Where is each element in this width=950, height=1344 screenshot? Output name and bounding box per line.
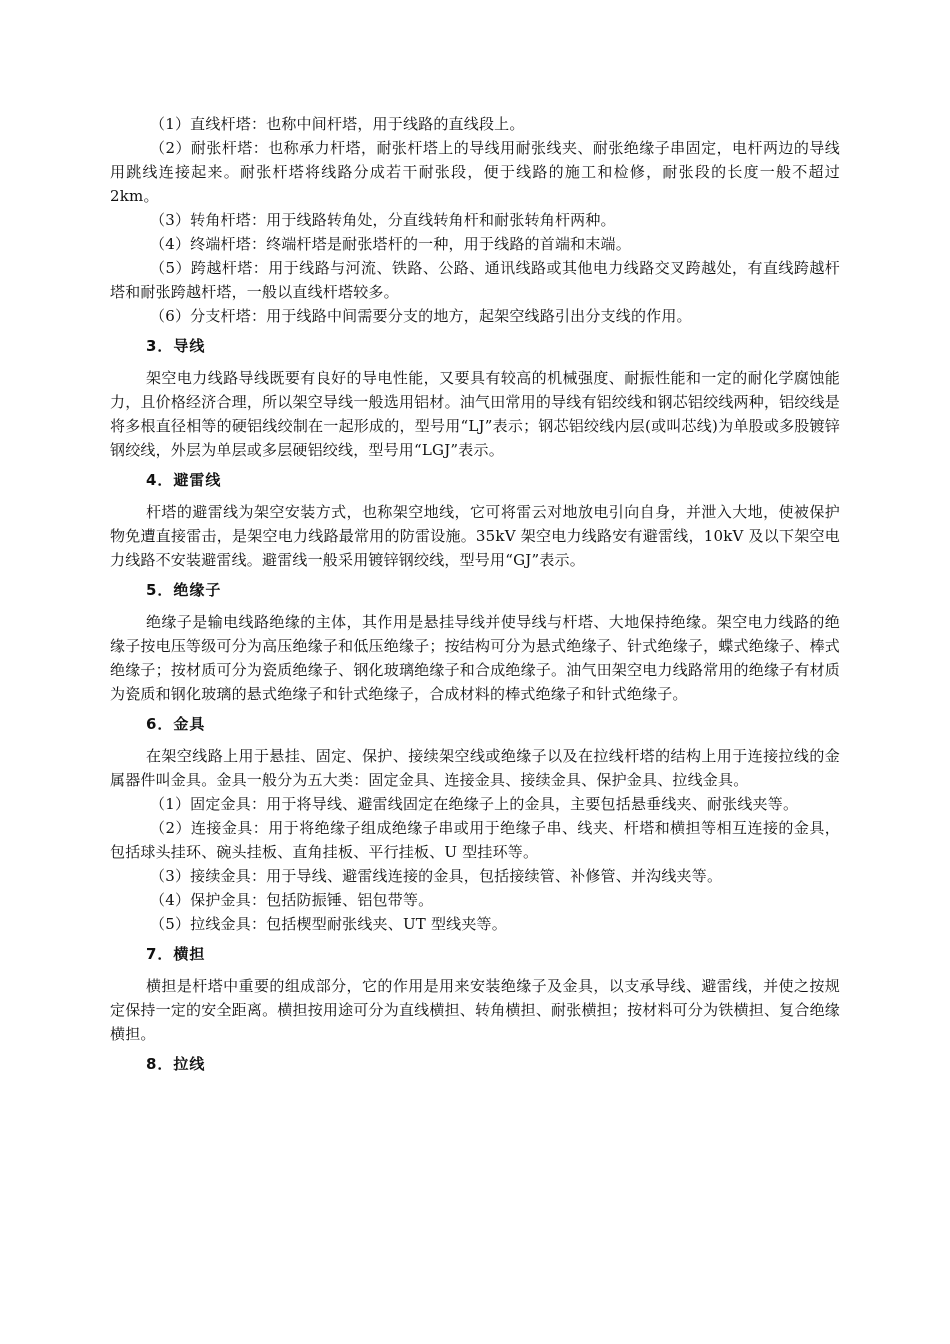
list-item: （2）耐张杆塔：也称承力杆塔，耐张杆塔上的导线用耐张线夹、耐张绝缘子串固定，电杆两边的导线用跳线连接起来。耐张杆塔将线路分成若干耐张段，便于线路的施工和检修，耐张段的长度一般不超过 2km。	[110, 139, 840, 205]
list-item: （6）分支杆塔：用于线路中间需要分支的地方，起架空线路引出分支线的作用。	[150, 307, 692, 325]
section-heading-guy-wire: 8．拉线	[146, 1055, 206, 1073]
list-item: （1）直线杆塔：也称中间杆塔，用于线路的直线段上。	[150, 115, 525, 133]
section-heading-conductor: 3．导线	[146, 337, 206, 355]
section-heading-fittings: 6．金具	[146, 715, 206, 733]
list-item: （5）跨越杆塔：用于线路与河流、铁路、公路、通讯线路或其他电力线路交叉跨越处，有直线跨越杆塔和耐张跨越杆塔，一般以直线杆塔较多。	[110, 259, 840, 301]
section-paragraph-lightning-wire: 杆塔的避雷线为架空安装方式，也称架空地线，它可将雷云对地放电引向自身，并泄入大地，使被保护物免遭直接雷击，是架空电力线路最常用的防雷设施。35kV 架空电力线路安有避雷线，10kV 及以下架空电力线路不安装避雷线。避雷线一般采用镀锌钢绞线，型号用“GJ”表示。	[110, 503, 840, 569]
section-paragraph-crossarm: 横担是杆塔中重要的组成部分，它的作用是用来安装绝缘子及金具，以支承导线、避雷线，并使之按规定保持一定的安全距离。横担按用途可分为直线横担、转角横担、耐张横担；按材料可分为铁横担、复合绝缘横担。	[110, 977, 840, 1043]
section-heading-lightning-wire: 4．避雷线	[146, 471, 222, 489]
section-paragraph-insulator: 绝缘子是输电线路绝缘的主体，其作用是悬挂导线并使导线与杆塔、大地保持绝缘。架空电力线路的绝缘子按电压等级可分为高压绝缘子和低压绝缘子；按结构可分为悬式绝缘子、针式绝缘子，蝶式绝缘子、棒式绝缘子；按材质可分为瓷质绝缘子、钢化玻璃绝缘子和合成绝缘子。油气田架空电力线路常用的绝缘子有材质为瓷质和钢化玻璃的悬式绝缘子和针式绝缘子，合成材料的棒式绝缘子和针式绝缘子。	[110, 613, 840, 703]
section-paragraph-fittings: 在架空线路上用于悬挂、固定、保护、接续架空线或绝缘子以及在拉线杆塔的结构上用于连接拉线的金属器件叫金具。金具一般分为五大类：固定金具、连接金具、接续金具、保护金具、拉线金具。	[110, 747, 840, 789]
list-item: （4）保护金具：包括防振锤、铝包带等。	[150, 891, 434, 909]
section-paragraph-conductor: 架空电力线路导线既要有良好的导电性能，又要具有较高的机械强度、耐振性能和一定的耐化学腐蚀能力，且价格经济合理，所以架空导线一般选用铝材。油气田常用的导线有铝绞线和钢芯铝绞线两种，铝绞线是将多根直径相等的硬铝线绞制在一起形成的，型号用“LJ”表示；钢芯铝绞线内层(或叫芯线)为单股或多股镀锌钢绞线，外层为单层或多层硬铝绞线，型号用“LGJ”表示。	[110, 369, 840, 459]
section-heading-crossarm: 7．横担	[146, 945, 206, 963]
list-item: （1）固定金具：用于将导线、避雷线固定在绝缘子上的金具，主要包括悬垂线夹、耐张线夹等。	[150, 795, 799, 813]
list-item: （3）接续金具：用于导线、避雷线连接的金具，包括接续管、补修管、并沟线夹等。	[150, 867, 723, 885]
section-heading-insulator: 5．绝缘子	[146, 581, 222, 599]
list-item: （4）终端杆塔：终端杆塔是耐张塔杆的一种，用于线路的首端和末端。	[150, 235, 631, 253]
list-item: （2）连接金具：用于将绝缘子组成绝缘子串或用于绝缘子串、线夹、杆塔和横担等相互连接的金具，包括球头挂环、碗头挂板、直角挂板、平行挂板、U 型挂环等。	[110, 819, 840, 861]
document-body	[110, 112, 840, 1084]
list-item: （5）拉线金具：包括楔型耐张线夹、UT 型线夹等。	[150, 915, 507, 933]
list-item: （3）转角杆塔：用于线路转角处，分直线转角杆和耐张转角杆两种。	[150, 211, 616, 229]
